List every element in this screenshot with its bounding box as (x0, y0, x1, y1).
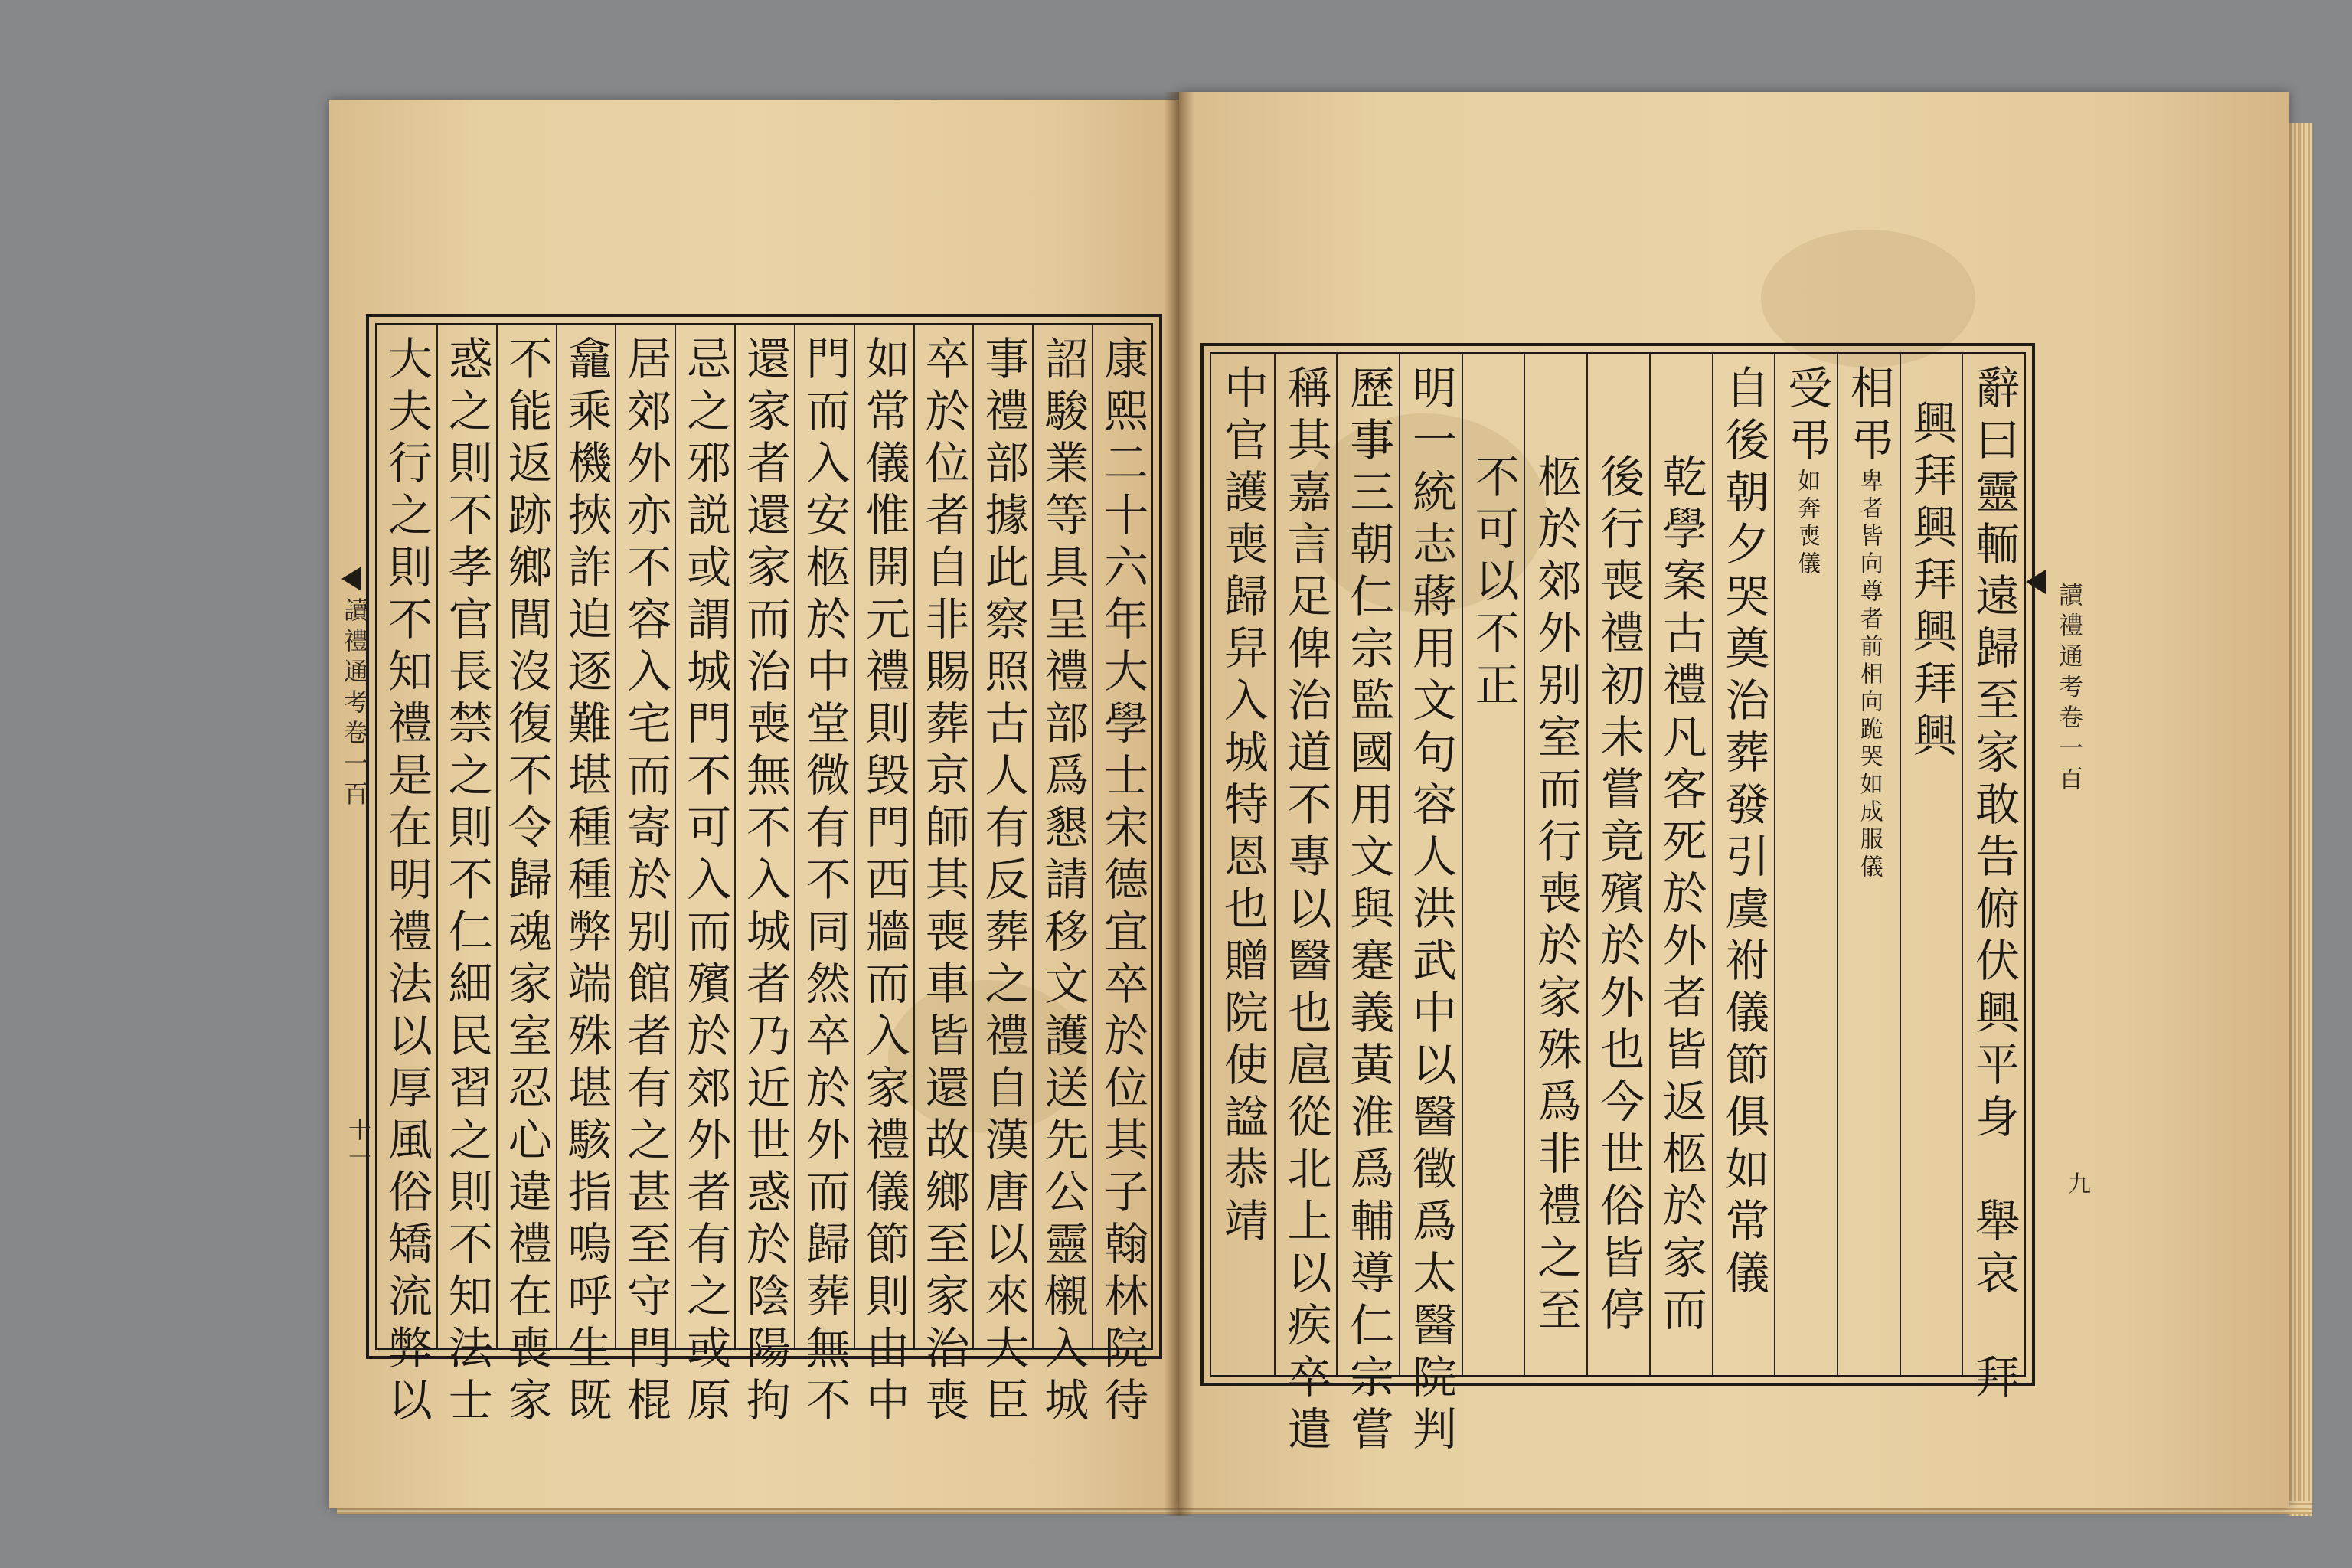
right-column-grid (1210, 352, 2026, 1458)
column-text: 不能返跡鄉閭沒復不令歸魂家室忍心違禮在喪家 (500, 335, 553, 1429)
column-text: 興拜興拜興拜興 (1905, 400, 1958, 764)
text-column (1032, 325, 1092, 1429)
column-text: 大夫行之則不知禮是在明禮法以厚風俗矯流弊以 (380, 335, 433, 1429)
text-column (556, 325, 616, 1429)
text-column (1774, 354, 1837, 1375)
left-text-frame (366, 314, 1162, 1429)
text-column (1274, 354, 1337, 1458)
text-column (972, 325, 1032, 1429)
book-gutter (1164, 92, 1194, 1516)
annotation-note: 卑者皆向尊者前相向跪哭如成服儀 (1855, 469, 1883, 882)
text-column (1524, 354, 1586, 1375)
text-column (794, 325, 854, 1429)
text-column (675, 325, 734, 1429)
text-column (1837, 354, 1900, 1375)
text-column (1649, 354, 1712, 1375)
column-text: 中官護喪歸舁入城特恩也贈院使諡恭靖 (1216, 364, 1269, 1250)
column-text: 自後朝夕哭奠治葬發引虞祔儀節俱如常儀 (1717, 364, 1770, 1302)
column-text: 龕乘機挾詐迫逐難堪種種弊端殊堪駭指嗚呼生既 (560, 335, 612, 1429)
column-text: 後行喪禮初未嘗竟殯於外也今世俗皆停 (1592, 453, 1645, 1338)
column-text: 辭曰靈輀遠歸至家敢告俯伏興平身 舉哀 拜 (1968, 364, 2020, 1406)
column-text: 忌之邪説或謂城門不可入而殯於郊外者有之或原 (679, 335, 732, 1429)
column-text: 門而入安柩於中堂微有不同然卒於外而歸葬無不 (798, 335, 851, 1429)
text-column (1586, 354, 1649, 1375)
column-text: 相弔 (1842, 364, 1895, 469)
text-column (377, 325, 436, 1429)
text-column (734, 325, 794, 1429)
column-text: 如常儀惟開元禮則毁門西牆而入家禮儀節則由中 (858, 335, 910, 1429)
column-text: 明一統志蔣用文句容人洪武中以醫徵爲太醫院判 (1404, 364, 1457, 1458)
text-column (436, 325, 496, 1429)
column-text: 受弔 (1780, 364, 1833, 469)
right-margin-page-number: 九 (2063, 1171, 2090, 1194)
column-text: 事禮部據此察照古人有反葬之禮自漢唐以來大臣 (977, 335, 1030, 1429)
column-text: 歷事三朝仁宗監國用文與蹇義黃淮爲輔導仁宗嘗 (1342, 364, 1395, 1458)
right-margin-title: 讀禮通考卷一百 (2055, 582, 2084, 796)
right-text-frame (1200, 343, 2035, 1458)
column-text: 居郊外亦不容入宅而寄於别館者有之甚至守門棍 (619, 335, 672, 1429)
left-margin-title: 讀禮通考卷一百 (340, 597, 369, 812)
text-column (496, 325, 556, 1429)
text-column (1462, 354, 1524, 1375)
page-stack-edge (2289, 122, 2312, 1516)
fold-marker (341, 567, 361, 591)
column-text: 惑之則不孝官長禁之則不仁細民習之則不知法士 (440, 335, 493, 1429)
column-text: 還家者還家而治喪無不入城者乃近世惑於陰陽拘 (738, 335, 791, 1429)
text-column (1962, 354, 2024, 1406)
column-text: 詔駿業等具呈禮部爲懇請移文護送先公靈櫬入城 (1037, 335, 1089, 1429)
text-column (1092, 325, 1152, 1429)
text-column (854, 325, 913, 1429)
text-column (1399, 354, 1462, 1458)
annotation-note: 如奔喪儀 (1793, 469, 1821, 579)
text-column (1712, 354, 1775, 1375)
column-text: 柩於郊外别室而行喪於家殊爲非禮之至 (1530, 453, 1583, 1338)
column-text: 不可以不正 (1467, 453, 1520, 714)
text-column (1900, 354, 1962, 1375)
text-column (615, 325, 675, 1429)
column-text: 康熙二十六年大學士宋德宜卒於位其子翰林院待 (1096, 335, 1149, 1429)
column-text: 乾學案古禮凡客死於外者皆返柩於家而 (1655, 453, 1707, 1338)
left-column-grid (375, 323, 1153, 1429)
fold-marker (2026, 570, 2046, 594)
left-margin-page-number: 十一 (344, 1118, 371, 1173)
text-column (1211, 354, 1274, 1375)
text-column (913, 325, 973, 1429)
text-column (1336, 354, 1399, 1458)
column-text: 卒於位者自非賜葬京師其喪車皆還故鄉至家治喪 (917, 335, 970, 1429)
column-text: 稱其嘉言足俾治道不專以醫也扈從北上以疾卒遣 (1279, 364, 1332, 1458)
